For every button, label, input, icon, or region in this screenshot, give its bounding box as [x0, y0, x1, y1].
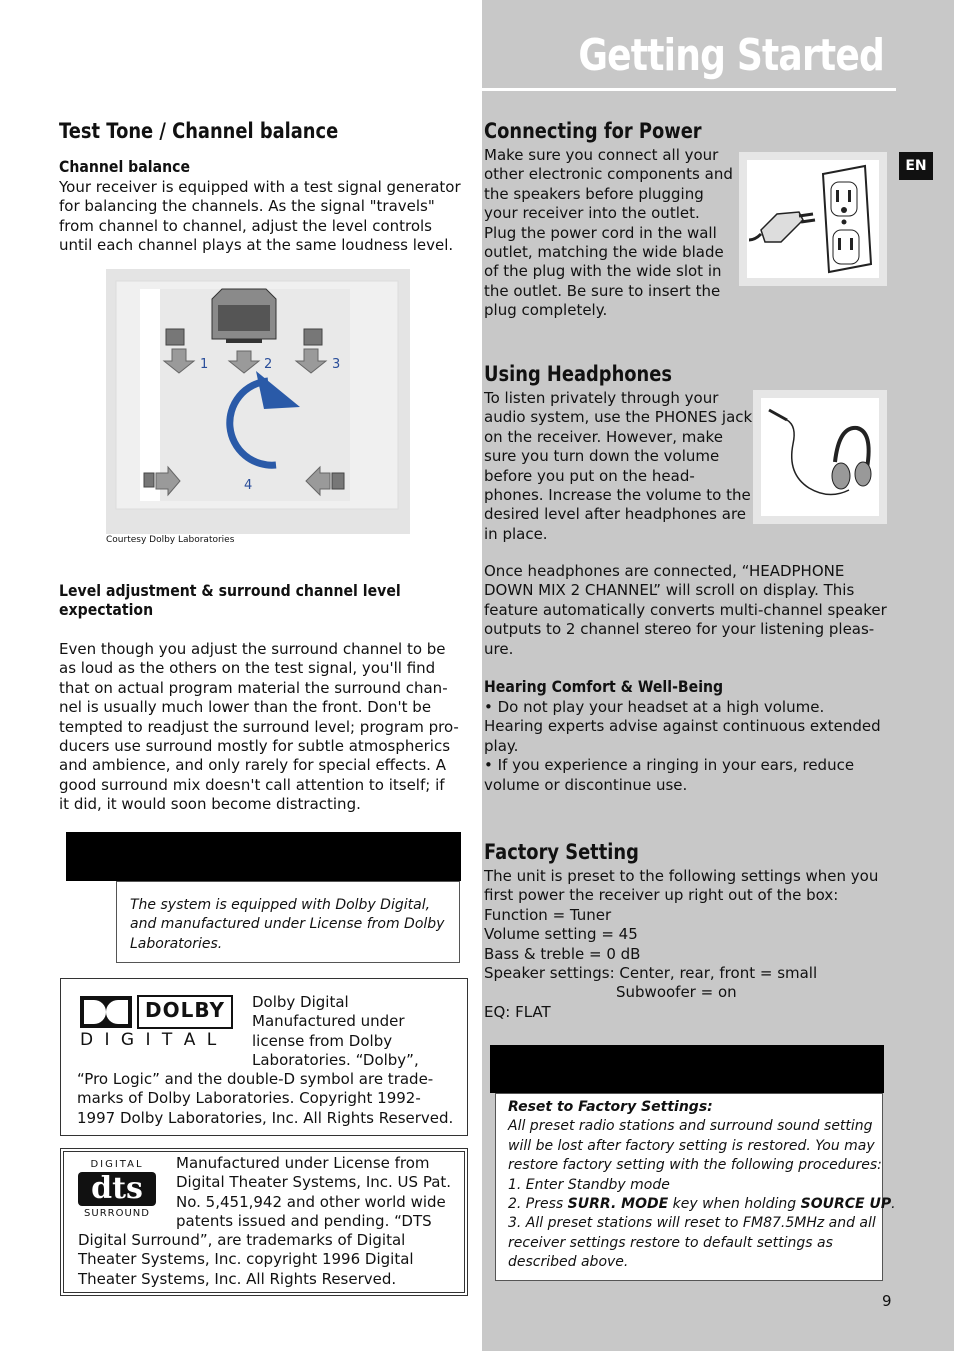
power-plug-image [739, 152, 887, 286]
dolby-note-text: The system is equipped with Dolby Digital, and manufactured under License from Dolby Laboratories. [130, 897, 445, 952]
dts-side-text: Manufactured under License from Digital Theater Systems, Inc. US Pat. No. 5,451,942 and other world wide patents issued and pending. “DTS [176, 1154, 452, 1231]
dts-trademark-box [60, 1148, 468, 1296]
speaker-diagram [106, 269, 410, 534]
rear-right-speaker-icon [332, 473, 344, 489]
reset-note-box [495, 1093, 896, 1281]
figure-label-3: 3 [332, 357, 341, 372]
dolby-digital-logo [80, 994, 234, 1050]
page-number: 9 [882, 1292, 892, 1310]
title-underline [482, 88, 896, 91]
power-text: Make sure you connect all your other electronic components and the speakers before plugging your receiver into the outlet. Plug the power cord in the wall outlet, matching the wide blade of the plug with the wide slot in the outlet. Be sure to insert the plug completely. [484, 146, 733, 320]
center-speaker-icon [212, 289, 276, 343]
front-left-speaker-icon [166, 329, 184, 345]
dolby-full-text: “Pro Logic” and the double-D symbol are trade- marks of Dolby Laboratories. Copyright 1992- 1997 Dolby Laboratories, Inc. All Rights Reserved. [77, 1070, 454, 1127]
language-tab: EN [899, 152, 933, 180]
dts-logo-mid: dts [78, 1172, 156, 1206]
headphones-text-2: Once headphones are connected, “HEADPHONE DOWN MIX 2 CHANNEL” will scroll on display. This feature automatically converts multi-channel speaker outputs to 2 channel stereo for your listening pleas- ure. [484, 562, 887, 658]
figure-label-2: 2 [264, 357, 273, 372]
dts-full-text: Digital Surround”, are trademarks of Digital Theater Systems, Inc. copyright 1996 Digital Theater Systems, Inc. All Rights Reserved. [78, 1231, 414, 1288]
headphones-text: To listen privately through your audio system, use the PHONES jack on the receiver. However, make sure you turn down the volume before you put on the head- phones. Increase the volume to the desired level after headphones are in place. [484, 389, 753, 543]
factory-heading: Factory Setting [484, 840, 639, 864]
figure-label-1: 1 [200, 357, 209, 372]
dolby-trademark-box [60, 978, 468, 1136]
level-adjust-text: Even though you adjust the surround channel to be as loud as the others on the test signal, you'll find that on actual program material the surround chan- nel is usually much lower than the front. Don't be tempted to readjust the surround level; program pro- ducers use surround mostly for subtle atmospherics and ambience, and only rarely for special effects. A good surround mix doesn't call attention to itself; if it did, it would soon become distracting. [59, 640, 459, 814]
dolby-logo-sub: D I G I T A L [80, 1030, 220, 1050]
power-heading: Connecting for Power [484, 119, 702, 143]
dolby-note-header-bar [66, 832, 461, 881]
reset-note-header-bar [490, 1045, 884, 1093]
hearing-heading: Hearing Comfort & Well-Being [484, 677, 724, 696]
headphones-heading: Using Headphones [484, 362, 672, 386]
page-title: Getting Started [578, 30, 884, 81]
plug-outlet-icon [747, 160, 879, 278]
dts-logo-bottom: SURROUND [84, 1208, 150, 1219]
dolby-logo-word: DOLBY [145, 998, 225, 1022]
figure-label-4: 4 [244, 478, 253, 493]
channel-balance-subheading: Channel balance [59, 157, 191, 176]
level-adjust-heading: Level adjustment & surround channel level expectation [59, 581, 401, 619]
dts-logo [78, 1159, 156, 1221]
headphones-image [753, 390, 887, 524]
headphones-icon [761, 398, 879, 516]
hearing-text: • Do not play your headset at a high volume. Hearing experts advise against continuous extended play. • If you experience a ringing in your ears, reduce volume or discontinue use. [484, 698, 881, 794]
channel-balance-figure [106, 269, 410, 534]
channel-balance-text: Your receiver is equipped with a test signal generator for balancing the channels. As the signal "travels" from channel to channel, adjust the level controls until each channel plays at the same loudness level. [59, 178, 461, 255]
dolby-note-box [116, 881, 460, 963]
factory-text: The unit is preset to the following settings when you first power the receiver up right out of the box: Function = Tuner Volume setting = 45 Bass & treble = 0 dB Speaker settings: Center, rear, front = small Subwoofer = on EQ: FLAT [484, 867, 879, 1021]
dts-logo-top: DIGITAL [90, 1159, 144, 1170]
dolby-side-text: Dolby Digital Manufactured under license from Dolby Laboratories. “Dolby”, [252, 993, 419, 1070]
front-right-speaker-icon [304, 329, 322, 345]
test-tone-heading: Test Tone / Channel balance [59, 119, 339, 143]
figure-caption: Courtesy Dolby Laboratories [106, 535, 235, 545]
reset-note-text: Reset to Factory Settings: All preset radio stations and surround sound setting will be lost after factory setting is restored. You may restore factory setting with the following procedures: 1. Enter Standby mode 2. Press SURR. MODE key when holding SOURCE UP. 3. All preset stations will reset to FM87.5MHz and all receiver settings restore to default settings as described above. [508, 1099, 896, 1271]
rear-left-speaker-icon [144, 473, 154, 487]
